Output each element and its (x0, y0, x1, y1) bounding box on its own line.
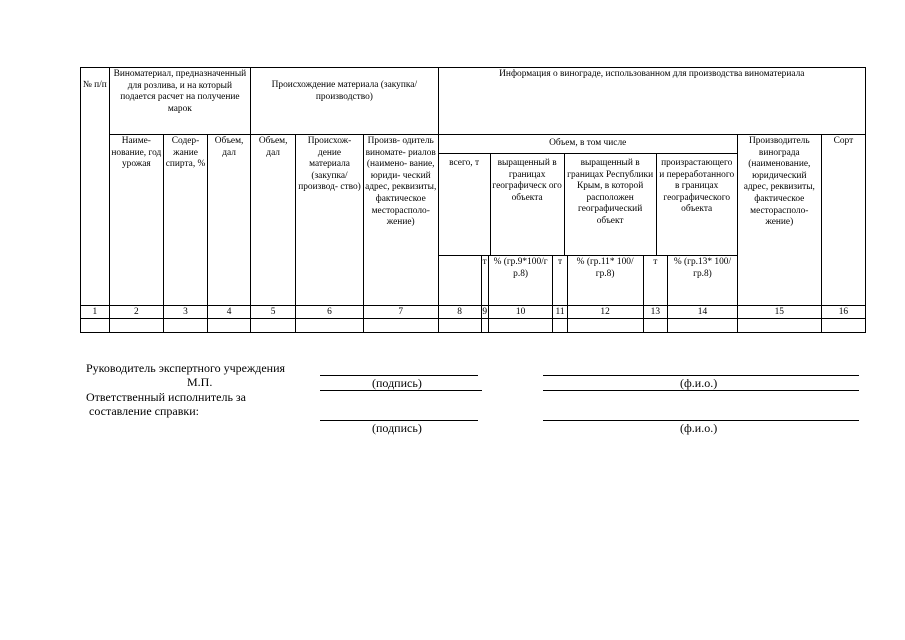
column-number: 2 (109, 306, 163, 319)
header-t3: т (643, 256, 668, 306)
table-cell[interactable] (643, 319, 668, 333)
header-total: всего, т (439, 154, 491, 255)
column-number: 16 (821, 306, 865, 319)
data-row-empty (81, 319, 866, 333)
column-number: 6 (296, 306, 364, 319)
table-cell[interactable] (481, 319, 488, 333)
table-cell[interactable] (208, 319, 251, 333)
header-t1: т (481, 256, 488, 306)
table-cell[interactable] (109, 319, 163, 333)
table-cell[interactable] (553, 319, 567, 333)
column-number: 12 (567, 306, 643, 319)
column-number: 10 (488, 306, 553, 319)
table-cell[interactable] (251, 319, 296, 333)
fio-line-1b (543, 390, 859, 391)
table-cell[interactable] (438, 319, 481, 333)
stamp-label: М.П. (187, 375, 213, 389)
table-cell[interactable] (737, 319, 821, 333)
header-grape-info: Информация о винограде, использованном для производства виноматериала (438, 68, 865, 135)
column-number: 14 (668, 306, 738, 319)
column-number: 1 (81, 306, 110, 319)
volume-incl-label: Объем, в том числе (439, 135, 737, 154)
column-number: 7 (363, 306, 438, 319)
header-volume-incl (438, 135, 737, 256)
header-origin-detail: Происхож- дение материала (закупка/ производ- ство) (296, 135, 364, 306)
form-table (80, 67, 866, 333)
column-number: 9 (482, 307, 488, 317)
column-number: 5 (251, 306, 296, 319)
sign-caption-2: (подпись) (372, 421, 422, 435)
table-cell[interactable] (488, 319, 553, 333)
header-p1: % (гр.9*100/г р.8) (488, 256, 553, 306)
header-processed: произрастающего и переработанного в границах географического объекта (659, 158, 735, 215)
header-name-year: Наиме- нование, год урожая (109, 135, 163, 306)
header-crimea: выращенный в границах Республики Крым, в которой расположен географический объект (565, 154, 657, 255)
sign-caption-1: (подпись) (372, 376, 422, 390)
header-p2: % (гр.11* 100/гр.8) (567, 256, 643, 306)
header-t2: т (553, 256, 567, 306)
table-cell[interactable] (296, 319, 364, 333)
column-number: 15 (737, 306, 821, 319)
column-number: 13 (643, 306, 668, 319)
header-origin: Происхождение материала (закупка/производство) (251, 68, 439, 135)
sign-line-1b (320, 390, 482, 391)
header-producer: Произв- одитель виномате- риалов (наимено- вание, юриди- ческий адрес, реквизиты, фактическое месторасполо- жение) (363, 135, 438, 306)
header-number: № п/п (81, 68, 110, 306)
header-grape-producer: Производитель винограда (наименование, юридический адрес, реквизиты, фактическое месторасполо- жение) (737, 135, 821, 306)
table-cell[interactable] (567, 319, 643, 333)
column-number: 11 (553, 306, 567, 319)
header-volume-2: Объем, дал (251, 135, 296, 306)
header-sort: Сорт (821, 135, 865, 306)
header-volume-1: Объем, дал (208, 135, 251, 306)
header-p3: % (гр.13* 100/ гр.8) (668, 256, 738, 306)
fio-caption-2: (ф.и.о.) (680, 421, 718, 435)
volume-subheaders (439, 154, 737, 255)
header-alcohol: Содер- жание спирта, % (163, 135, 207, 306)
responsible-label: Ответственный исполнитель за (86, 390, 246, 404)
table-cell[interactable] (163, 319, 207, 333)
table-cell[interactable] (81, 319, 110, 333)
header-total-blank (438, 256, 481, 306)
head-label: Руководитель экспертного учреждения (86, 361, 286, 375)
column-number: 3 (163, 306, 207, 319)
table-cell[interactable] (363, 319, 438, 333)
table-cell[interactable] (668, 319, 738, 333)
fio-caption-1: (ф.и.о.) (680, 376, 718, 390)
column-number: 4 (208, 306, 251, 319)
table-cell[interactable] (821, 319, 865, 333)
header-geo: выращенный в границах географическ ого объекта (491, 154, 565, 255)
column-number-row (81, 306, 866, 319)
column-number: 8 (438, 306, 481, 319)
responsible-label-2: составление справки: (89, 404, 199, 418)
header-wine-material: Виноматериал, предназначенный для розлива, и на который подается расчет на получение марок (109, 68, 250, 135)
